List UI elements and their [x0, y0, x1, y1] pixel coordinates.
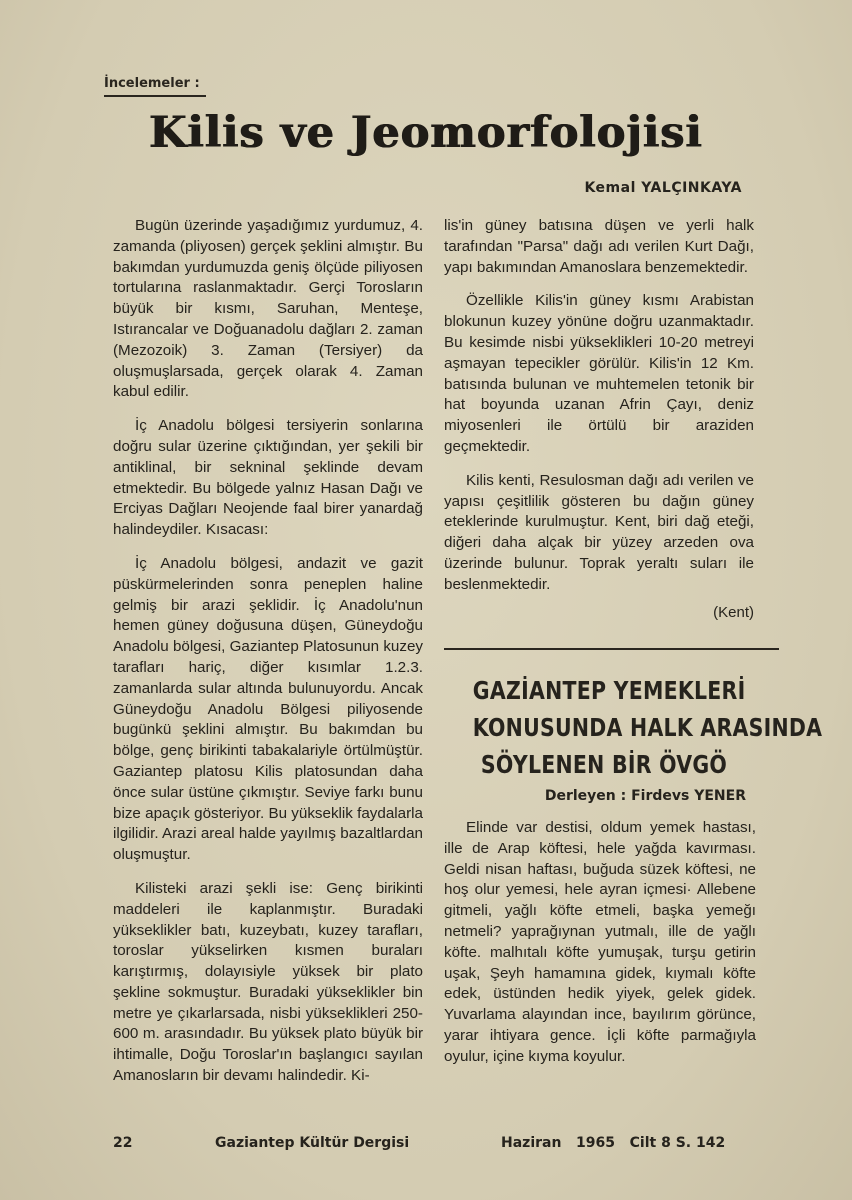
second-article-compiler: Derleyen : Firdevs YENER: [544, 788, 746, 804]
article-divider: [444, 648, 779, 650]
article-title: Kilis ve Jeomorfolojisi: [149, 108, 703, 158]
section-underline: [104, 95, 206, 97]
left-column: [113, 216, 423, 1100]
issue-info: Haziran 1965 Cilt 8 S. 142: [501, 1135, 726, 1151]
article-author: Kemal YALÇINKAYA: [584, 180, 742, 196]
paragraph: Kilisteki arazi şekli ise: Genç birikinti maddeleri ile kaplanmıştır. Buradaki yükseklikler batı, kuzeybatı, kuzey tarafları, toroslar yükselirken kısmen buraları karıştırmış, dolayısiyle yüksek bir plato şekline sokmuştur. Buradaki yükseklikler bin metre ye çıkarlarsada, nisbi yükseklikleri 250-600 m. arasındadır. Bu yüksek plato büyük bir ihtimalle, Doğu Toroslar'ın başlangıcı sayılan Amanosların bir devamı halindedir. Ki-: [113, 879, 423, 1085]
paragraph: Elinde var destisi, oldum yemek hastası, ille de Arap köftesi, hele yağda kavırması. Geldi nisan haftası, buğuda süzek köftesi, ne hoş olur yemesi, hele ayran içmesi· Allebene gitmeli, yağlı köfte etmeli, başka yemeğı netmeli? yaprağıynan yutmalı, ille de yağlı köfte. malhıtalı köfte yumuşak, turşu getirin uşak, Şeyh hamamına gidek, kıymalı köfte edek, üstünden hedik yiyek, gelek gidek. Yuvarlama alayından ince, bayılırım görünce, yarar ihtiyara gence. İçli köfte parmağıyla oyulur, içine kıyma koyulur.: [444, 819, 756, 1065]
second-article-body: [444, 818, 756, 1068]
paragraph: Özellikle Kilis'in güney kısmı Arabistan blokunun kuzey yönüne doğru uzanmaktadır. Bu kesimde nisbi yükseklikleri 10-20 metreyi aşmayan tepecikler görülür. Kilis'in 12 Km. batısında bulunan ve muhtemelen tetonik bir hat boyunda uzanan Afrin Çayı, deniz miyosenleri ile örtülü bir araziden geçmektedir.: [444, 292, 754, 455]
source-signoff: (Kent): [713, 603, 754, 621]
second-article-title: [472, 672, 823, 783]
paragraph: Bugün üzerinde yaşadığımız yurdumuz, 4. zamanda (pliyosen) gerçek şeklini almıştır. Bu bakımdan yurdumuzda geniş ölçüde piliyosen tortularına raslanmaktadır. Gerçi Torosların büyük bir kısmı, Saruhan, Menteşe, Istırancalar ve Doğuanadolu dağları 2. zaman (Mezozoik) 3. Zaman (Tersiyer) da oluşmuşlarsada, gerçek olarak 4. Zaman kabul edilir.: [113, 217, 423, 401]
magazine-name: Gaziantep Kültür Dergisi: [215, 1135, 410, 1151]
paragraph: İç Anadolu bölgesi tersiyerin sonlarına doğru sular üzerine çıktığından, yer şekili bir antiklinal, bir sekninal şeklinde devam etmektedir. Bu bölgede yalnız Hasan Dağı ve Erciyas Dağları Neojende faal birer yanardağ halindeydiler. Kısacası:: [113, 417, 423, 539]
paragraph: İç Anadolu bölgesi, andazit ve gazit püskürmelerinden sonra peneplen haline gelmiş bir arazi şeklidir. İç Anadolu'nun hemen güney doğusuna düşen, Güneydoğu Anadolu bölgesi, Gaziantep Platosunun kuzey tarafları hariç, diğer kısımlar 1.2.3. zamanlarda sular altında bulunuyordu. Ancak Güneydoğu Anadolu Bölgesi piliyosende bugünkü şeklini almıştır. Bu bakımdan bu bölge, genç birikinti tabakalariyle örtülmüştür. Gaziantep platosu Kilis platosundan daha önce sular üstüne çıkmıştır. Seviye farkı bunu bize apaçık gösteriyor. Bu yükseklik faydalarla ilgilidir. Arazi areal halde yayılmış bazaltlardan oluşmuştur.: [113, 554, 423, 864]
title-line: KONUSUNDA HALK ARASINDA: [472, 713, 823, 742]
paragraph: lis'in güney batısına düşen ve yerli halk tarafından "Parsa" dağı adı verilen Kurt Dağı, yapı bakımından Amanoslara benzemektedir.: [444, 217, 754, 276]
title-line: GAZİANTEP YEMEKLERİ: [472, 676, 746, 705]
paragraph: Kilis kenti, Resulosman dağı adı verilen ve yapısı çeşitlilik gösteren bu dağın güney eteklerinde kurulmuştur. Kent, biri dağ eteği, diğeri daha alçak bir yüzey arzeden ova üzerinde bulunur. Toprak yeraltı suları ile beslenmektedir.: [444, 471, 754, 593]
section-label: İncelemeler :: [104, 76, 200, 91]
right-column-top: [444, 216, 754, 623]
page-number: 22: [113, 1135, 133, 1151]
title-line: SÖYLENEN BİR ÖVGÖ: [480, 750, 728, 779]
